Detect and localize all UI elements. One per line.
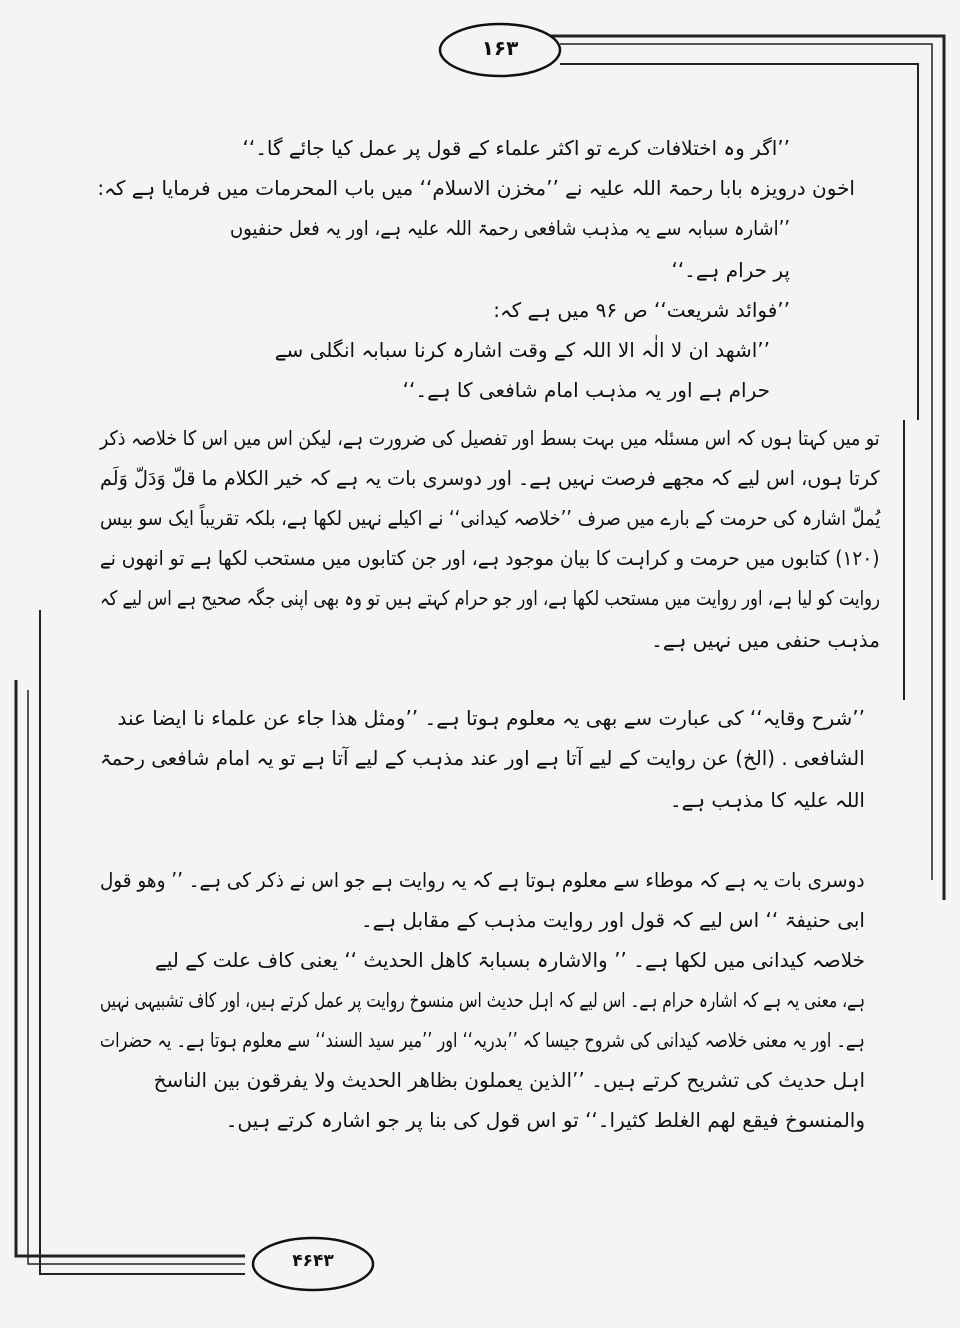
text-line: حرام ہے اور یہ مذہب امام شافعی کا ہے۔‘‘ [402,378,770,402]
text-line: یُملّ اشارہ کی حرمت کے بارے میں صرف ’’خلاصہ کیدانی‘‘ نے اکیلے نہیں لکھا ہے، بلکہ تقریباً ایک سو بیس [99,506,880,530]
text-line: (۱۲۰) کتابوں میں حرمت و کراہت کا بیان موجود ہے، اور جن کتابوں میں مستحب لکھا ہے تو انھوں نے [100,546,880,570]
text-line: اخون درویزہ بابا رحمۃ اللہ علیہ نے ’’مخزن الاسلام‘‘ میں باب المحرمات میں فرمایا ہے کہ: [97,176,855,200]
text-line: ’’شرح وقایہ‘‘ کی عبارت سے بھی یہ معلوم ہوتا ہے۔ ’’ومثل ھذا جاء عن علماء نا ایضا عند [117,706,865,730]
text-line: ہے۔ اور یہ معنی خلاصہ کیدانی کی شروح جیسا کہ ’’بدریہ‘‘ اور ’’میر سید السند‘‘ سے معلوم ہوتا ہے۔ یہ حضرات [100,1028,865,1052]
text-line: ہے، معنی یہ ہے کہ اشارہ حرام ہے۔ اس لیے کہ اہل حدیث اس منسوخ روایت پر عمل کرتے ہیں، اور کاف تشبیہی نہیں [99,988,865,1012]
text-line: ابی حنیفۃ ‘‘ اس لیے کہ قول اور روایت مذہب کے مقابل ہے۔ [360,908,865,932]
text-line: والمنسوخ فیقع لھم الغلط کثیرا۔‘‘ تو اس قول کی بنا پر جو اشارہ کرتے ہیں۔ [225,1108,865,1132]
text-line: ’’اشھد ان لا الٰہ الا اللہ کے وقت اشارہ کرنا سبابہ انگلی سے [274,338,770,362]
text-line: روایت کو لیا ہے، اور روایت میں مستحب لکھا ہے، اور جو حرام کہتے ہیں تو وہ بھی اپنی جگہ صحیح ہے اس لیے کہ [100,586,880,610]
text-line: تو میں کہتا ہوں کہ اس مسئلہ میں بہت بسط اور تفصیل کی ضرورت ہے، لیکن اس میں اس کا خلاصہ ذکر [100,426,880,450]
text-line: مذہب حنفی میں نہیں ہے۔ [651,628,880,652]
text-line: دوسری بات یہ ہے کہ موطاء سے معلوم ہوتا ہے کہ یہ روایت ہے جو اس نے ذکر کی ہے۔ ’’ وھو قول [100,868,865,892]
header-page-number: ۱۶۳ [481,36,519,60]
text-line: اللہ علیہ کا مذہب ہے۔ [669,788,865,812]
text-line: خلاصہ کیدانی میں لکھا ہے۔ ’’ والاشارہ بسبابۃ کاھل الحدیث ‘‘ یعنی کاف علت کے لیے [154,948,865,972]
footer-page-number: ۴۶۴۳ [292,1251,334,1271]
text-line: ’’فوائد شریعت‘‘ ص ۹۶ میں ہے کہ: [493,298,790,322]
text-line: کرتا ہوں، اس لیے کہ مجھے فرصت نہیں ہے۔ اور دوسری بات یہ ہے کہ خیر الکلام ما قلّ وَدَلّ وَلَم [100,466,880,490]
text-line: اہل حدیث کی تشریح کرتے ہیں۔ ’’الذین یعملون بظاھر الحدیث ولا یفرقون بین الناسخ [153,1068,865,1092]
text-line: ’’اگر وہ اختلافات کرے تو اکثر علماء کے قول پر عمل کیا جائے گا۔‘‘ [242,136,790,160]
text-line: ’’اشارہ سبابہ سے یہ مذہب شافعی رحمۃ اللہ علیہ ہے، اور یہ فعل حنفیوں [230,216,790,240]
text-line: الشافعی . (الخ) عن روایت کے لیے آتا ہے اور عند مذہب کے لیے آتا ہے تو یہ امام شافعی رحمۃ [100,746,865,770]
text-line: پر حرام ہے۔‘‘ [671,258,790,282]
